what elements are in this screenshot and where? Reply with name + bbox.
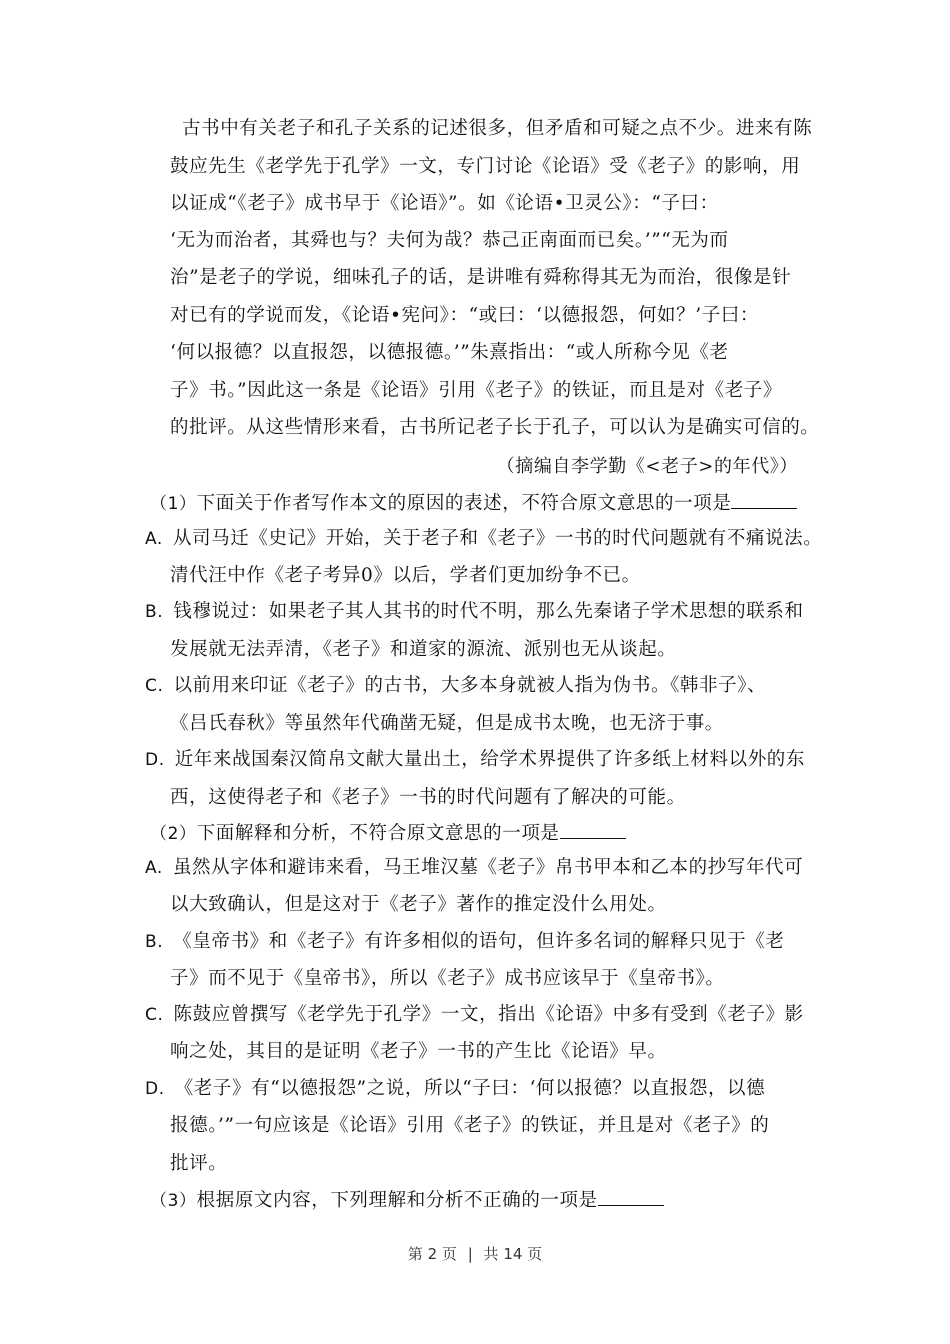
option-d-cont: 报德。’”一句应该是《论语》引用《老子》的铁证，并且是对《老子》的 <box>170 1115 770 1136</box>
option-a <box>145 856 803 880</box>
passage-line: 子》书。”因此这一条是《论语》引用《老子》的铁证，而且是对《老子》 <box>170 380 783 401</box>
passage-line: 鼓应先生《老学先于孔学》一文，专门讨论《论语》受《老子》的影响，用 <box>170 156 801 177</box>
option-label: C. <box>145 1005 164 1025</box>
option-text: 虽然从字体和避讳来看，马王堆汉墓《老子》帛书甲本和乙本的抄写年代可 <box>172 857 804 878</box>
option-d <box>145 748 805 772</box>
passage-line: ‘何以报德？以直报怨，以德报德。’”朱熹指出：“或人所称今见《老 <box>170 342 729 363</box>
passage-line: 对已有的学说而发，《论语•宪问》：“或曰：‘以德报怨，何如？’子曰： <box>170 305 760 326</box>
option-label: B. <box>145 932 164 952</box>
option-d <box>145 1077 765 1101</box>
passage-line: 以证成“《老子》成书早于《论语》”。如《论语•卫灵公》：“子曰： <box>170 193 719 214</box>
passage-line: ‘无为而治者，其舜也与？夫何为哉？恭己正南面而已矣。’”“无为而 <box>170 230 729 251</box>
question-text: 下面关于作者写作本文的原因的表述，不符合原文意思的一项是 <box>196 493 732 514</box>
option-text: 陈鼓应曾撰写《老学先于孔学》一文，指出《论语》中多有受到《老子》影 <box>173 1004 804 1025</box>
option-d-cont: 西，这使得老子和《老子》一书的时代问题有了解决的可能。 <box>170 787 686 808</box>
option-text: 《皇帝书》和《老子》有许多相似的语句，但许多名词的解释只见于《老 <box>173 931 785 952</box>
option-text: 以前用来印证《老子》的古书，大多本身就被人指为伪书。《韩非子》、 <box>173 675 767 696</box>
footer-separator: | <box>467 1245 473 1263</box>
question-stem <box>150 1187 664 1213</box>
page-footer <box>0 1243 950 1264</box>
option-text: 近年来战国秦汉简帛文献大量出土，给学术界提供了许多纸上材料以外的东 <box>174 749 806 770</box>
option-label: C. <box>145 676 164 696</box>
footer-text: 共 <box>483 1245 499 1263</box>
question-stem <box>150 490 797 516</box>
passage-source: （摘编自李学勤《<老子>的年代》） <box>496 456 798 477</box>
footer-text: 第 <box>407 1245 423 1263</box>
footer-text: 页 <box>527 1245 543 1263</box>
passage-line: 的批评。从这些情形来看，古书所记老子长于孔子，可以认为是确实可信的。 <box>170 417 820 438</box>
answer-blank[interactable] <box>731 490 797 509</box>
option-c <box>145 674 766 698</box>
question-text: 下面解释和分析，不符合原文意思的一项是 <box>196 823 560 844</box>
question-number: （1） <box>150 494 197 514</box>
answer-blank[interactable] <box>560 820 626 839</box>
option-a <box>145 527 822 551</box>
option-label: A. <box>145 858 163 878</box>
question-number: （3） <box>150 1191 197 1211</box>
answer-blank[interactable] <box>598 1187 664 1206</box>
option-text: 《老子》有“以德报怨”之说，所以“子曰：‘何以报德？以直报怨，以德 <box>174 1078 766 1099</box>
option-label: D. <box>145 750 165 770</box>
passage-line: 治”是老子的学说，细味孔子的话，是讲唯有舜称得其无为而治，很像是针 <box>170 267 792 288</box>
question-stem <box>150 820 626 846</box>
option-c-cont: 响之处，其目的是证明《老子》一书的产生比《论语》早。 <box>170 1041 667 1062</box>
option-c-cont: 《吕氏春秋》等虽然年代确凿无疑，但是成书太晚，也无济于事。 <box>170 713 724 734</box>
option-b-cont: 子》而不见于《皇帝书》，所以《老子》成书应该早于《皇帝书》。 <box>170 968 725 989</box>
option-b-cont: 发展就无法弄清，《老子》和道家的源流、派别也无从谈起。 <box>170 639 677 660</box>
footer-text: 页 <box>441 1245 457 1263</box>
total-pages-number: 14 <box>503 1245 523 1263</box>
option-b <box>145 600 804 624</box>
passage-line: 古书中有关老子和孔子关系的记述很多，但矛盾和可疑之点不少。进来有陈 <box>182 118 813 139</box>
option-a-cont: 清代汪中作《老子考异0》以后，学者们更加纷争不已。 <box>170 565 641 586</box>
option-d-cont: 批评。 <box>170 1153 228 1174</box>
question-text: 根据原文内容，下列理解和分析不正确的一项是 <box>196 1190 598 1211</box>
question-number: （2） <box>150 824 197 844</box>
option-text: 从司马迁《史记》开始，关于老子和《老子》一书的时代问题就有不痛说法。 <box>172 528 823 549</box>
option-text: 钱穆说过：如果老子其人其书的时代不明，那么先秦诸子学术思想的联系和 <box>173 601 804 622</box>
option-c <box>145 1003 804 1027</box>
option-label: A. <box>145 529 163 549</box>
current-page-number: 2 <box>427 1245 438 1263</box>
option-label: D. <box>145 1079 165 1099</box>
option-b <box>145 930 784 954</box>
option-a-cont: 以大致确认，但是这对于《老子》著作的推定没什么用处。 <box>170 894 667 915</box>
option-label: B. <box>145 602 164 622</box>
